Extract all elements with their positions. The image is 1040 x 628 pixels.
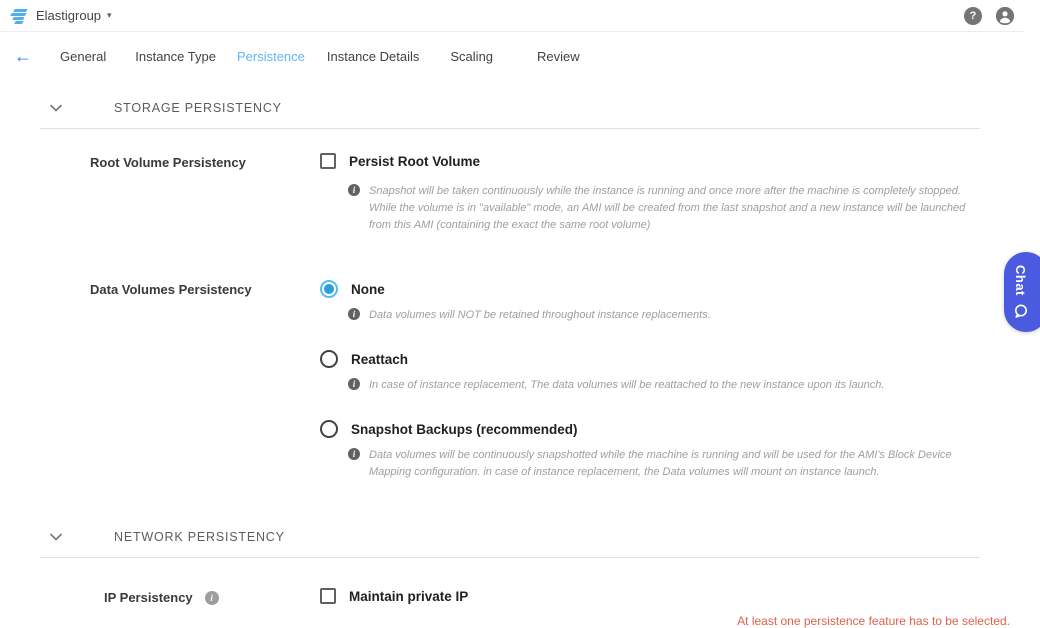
root-volume-info: i Snapshot will be taken continuously while the instance is running and once more after the machine is completely stopped. While the volume is in "available" mode, an AMI will be created from the last snapshot and a new instance will be launched from this AMI (containing the exact the same root volume) (348, 183, 980, 234)
back-arrow-icon[interactable]: ← (14, 46, 32, 66)
chevron-down-icon (48, 529, 64, 545)
tab-instance-details[interactable]: Instance Details (326, 48, 420, 64)
radio-snapshot-backups[interactable] (320, 420, 338, 438)
persistence-form (0, 98, 1024, 628)
chat-label: Chat (1013, 264, 1028, 296)
radio-none-row[interactable] (320, 280, 980, 298)
data-volumes-persistency-label: Data Volumes Persistency (90, 282, 252, 298)
network-persistency-section-header[interactable] (40, 527, 980, 547)
persist-root-volume-checkbox-row[interactable] (320, 153, 980, 169)
maintain-private-ip-checkbox-row[interactable] (320, 588, 980, 604)
chevron-down-icon[interactable]: ▾ (107, 10, 112, 20)
tab-review[interactable]: Review (537, 48, 580, 64)
ip-persistency-row (40, 588, 980, 605)
info-icon: i (348, 308, 360, 320)
radio-snapshot-backups-row[interactable] (320, 420, 980, 438)
radio-none-label: None (351, 281, 385, 297)
info-icon: i (348, 184, 360, 196)
tab-scaling[interactable]: Scaling (450, 48, 494, 64)
top-bar (0, 0, 1024, 32)
option-none (320, 280, 980, 324)
persist-root-volume-checkbox[interactable] (320, 153, 336, 169)
option-reattach (320, 350, 980, 394)
root-volume-persistency-label: Root Volume Persistency (90, 155, 246, 170)
option-snapshot-backups (320, 420, 980, 481)
radio-reattach[interactable] (320, 350, 338, 368)
radio-reattach-label: Reattach (351, 351, 409, 367)
radio-snapshot-backups-label: Snapshot Backups (recommended) (351, 421, 578, 437)
chevron-down-icon (48, 100, 64, 116)
user-avatar-icon[interactable] (996, 7, 1014, 25)
reattach-info: i In case of instance replacement, The data volumes will be reattached to the new instance upon its launch. (348, 377, 980, 394)
tab-general[interactable]: General (60, 48, 107, 64)
ip-persistency-label: IP Persistency (104, 590, 193, 606)
radio-reattach-row[interactable] (320, 350, 980, 368)
data-volumes-persistency-row (40, 280, 980, 481)
persist-root-volume-label: Persist Root Volume (349, 153, 481, 169)
validation-error-message: At least one persistence feature has to be selected. (737, 614, 1010, 628)
radio-none[interactable] (320, 280, 338, 298)
divider (40, 128, 980, 129)
root-volume-persistency-row (40, 153, 980, 234)
section-title: NETWORK PERSISTENCY (114, 530, 285, 545)
chat-widget-button[interactable] (1004, 252, 1040, 332)
chat-bubble-icon (1013, 303, 1029, 319)
tab-instance-type[interactable]: Instance Type (135, 48, 216, 64)
help-icon[interactable]: ? (964, 7, 982, 25)
tab-persistence[interactable]: Persistence (236, 48, 305, 64)
spotinst-logo-icon (10, 8, 28, 24)
info-icon: i (348, 378, 360, 390)
section-title: STORAGE PERSISTENCY (114, 101, 282, 115)
storage-persistency-section-header[interactable] (40, 98, 980, 118)
product-switcher[interactable]: Elastigroup (36, 8, 102, 23)
none-info: i Data volumes will NOT be retained throughout instance replacements. (348, 307, 980, 324)
maintain-private-ip-checkbox[interactable] (320, 588, 336, 604)
info-icon[interactable]: i (205, 591, 219, 605)
maintain-private-ip-label: Maintain private IP (349, 588, 469, 604)
wizard-tab-bar (0, 32, 1024, 80)
divider (40, 557, 980, 558)
person-icon (996, 7, 1014, 25)
snapshot-backups-info: i Data volumes will be continuously snapshotted while the machine is running and will be used for the AMI's Block Device Mapping configuration. in case of instance replacement, the Data volumes will mount on instance launch. (348, 447, 980, 481)
info-icon: i (348, 448, 360, 460)
